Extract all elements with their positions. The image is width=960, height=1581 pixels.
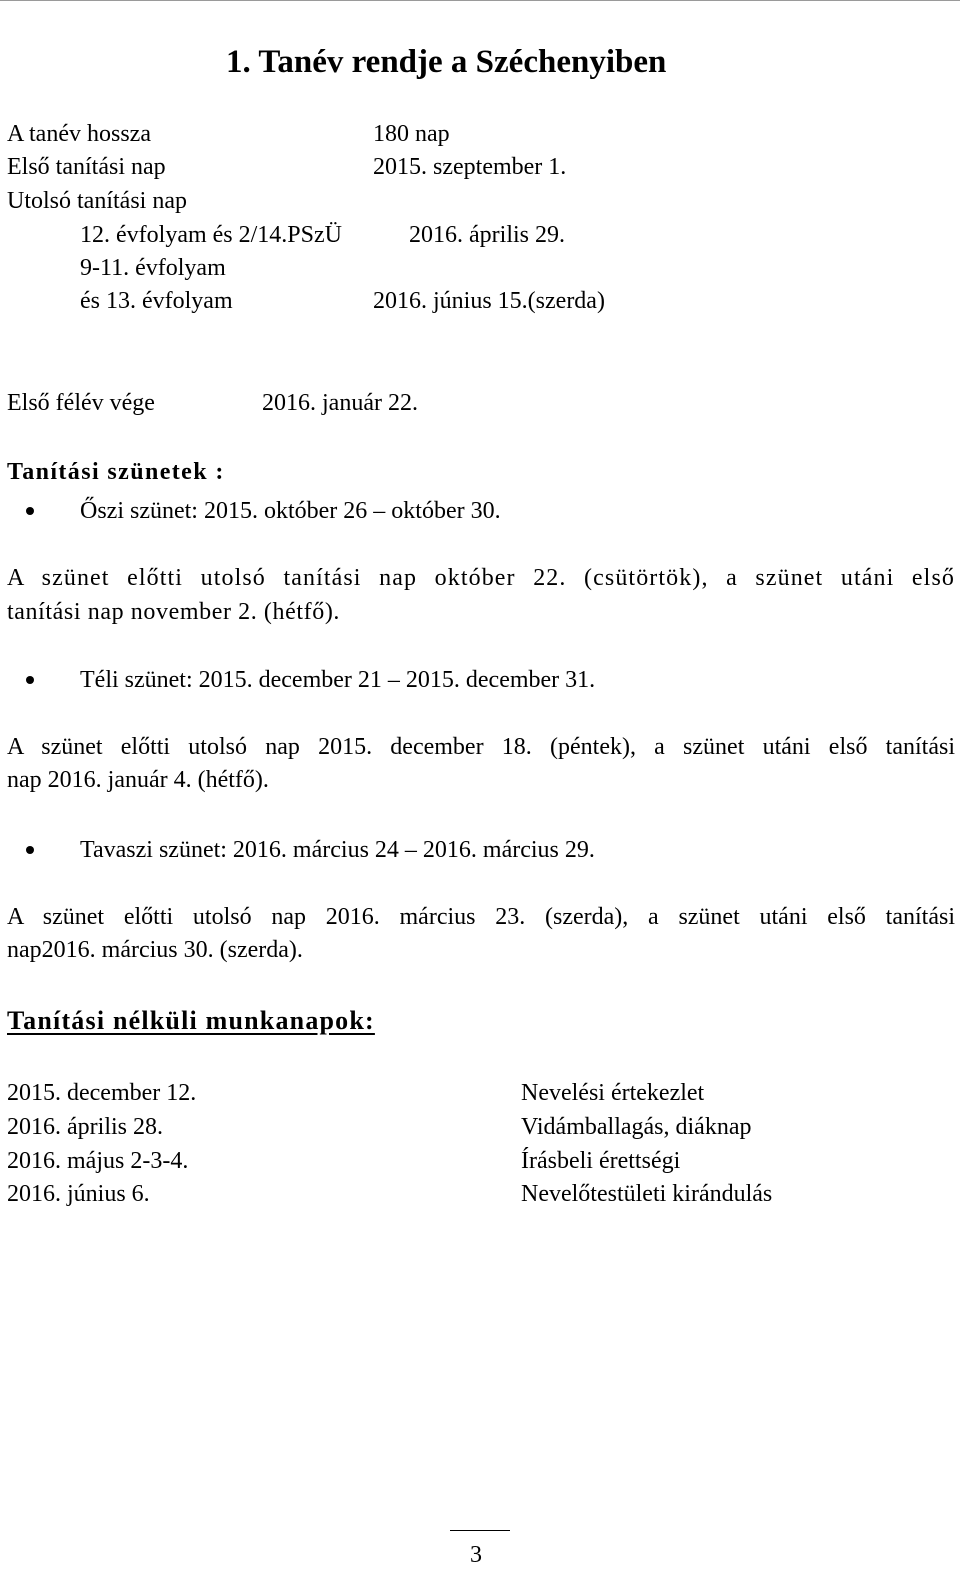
grade9-13-value: 2016. június 15.(szerda) bbox=[373, 288, 605, 314]
bullet-icon bbox=[26, 846, 34, 854]
school-year-length-value: 180 nap bbox=[373, 121, 450, 147]
school-year-length-label: A tanév hossza bbox=[7, 121, 151, 147]
autumn-break-note-line1: A szünet előtti utolsó tanítási nap október 22. (csütörtök), a szünet utáni első bbox=[7, 565, 955, 591]
bullet-icon bbox=[26, 507, 34, 515]
semester-end-label: Első félév vége bbox=[7, 390, 155, 416]
page-number: 3 bbox=[470, 1542, 482, 1568]
last-day-label: Utolsó tanítási nap bbox=[7, 188, 187, 214]
workdays-heading: Tanítási nélküli munkanapok: bbox=[7, 1006, 375, 1035]
semester-end-value: 2016. január 22. bbox=[262, 390, 418, 416]
page-title: 1. Tanév rendje a Széchenyiben bbox=[226, 44, 667, 80]
spring-break-note-line2: nap2016. március 30. (szerda). bbox=[7, 937, 303, 963]
workday-event: Nevelési értekezlet bbox=[521, 1080, 705, 1106]
autumn-break: Őszi szünet: 2015. október 26 – október 30. bbox=[80, 498, 501, 524]
top-border-line bbox=[0, 0, 960, 1]
winter-break: Téli szünet: 2015. december 21 – 2015. december 31. bbox=[80, 667, 596, 693]
workday-date: 2015. december 12. bbox=[7, 1080, 197, 1106]
grade12-value: 2016. április 29. bbox=[409, 222, 565, 248]
grade12-label: 12. évfolyam és 2/14.PSzÜ bbox=[80, 222, 342, 248]
grade9-11-label: 9-11. évfolyam bbox=[80, 255, 226, 281]
first-day-value: 2015. szeptember 1. bbox=[373, 154, 567, 180]
workday-date: 2016. április 28. bbox=[7, 1114, 163, 1140]
winter-break-note-line1: A szünet előtti utolsó nap 2015. december 18. (péntek), a szünet utáni első tanítási bbox=[7, 734, 955, 760]
workday-date: 2016. június 6. bbox=[7, 1181, 150, 1207]
bullet-icon bbox=[26, 676, 34, 684]
breaks-heading: Tanítási szünetek : bbox=[7, 459, 225, 485]
workday-event: Írásbeli érettségi bbox=[521, 1148, 681, 1174]
first-day-label: Első tanítási nap bbox=[7, 154, 166, 180]
workday-event: Nevelőtestületi kirándulás bbox=[521, 1181, 773, 1207]
spring-break-note-line1: A szünet előtti utolsó nap 2016. március 23. (szerda), a szünet utáni első tanítási bbox=[7, 904, 955, 930]
winter-break-note-line2: nap 2016. január 4. (hétfő). bbox=[7, 767, 269, 793]
workday-event: Vidámballagás, diáknap bbox=[521, 1114, 752, 1140]
workday-date: 2016. május 2-3-4. bbox=[7, 1148, 189, 1174]
footer-rule bbox=[450, 1530, 510, 1531]
autumn-break-note-line2: tanítási nap november 2. (hétfő). bbox=[7, 599, 341, 625]
grade13-label: és 13. évfolyam bbox=[80, 288, 233, 314]
spring-break: Tavaszi szünet: 2016. március 24 – 2016. március 29. bbox=[80, 837, 595, 863]
